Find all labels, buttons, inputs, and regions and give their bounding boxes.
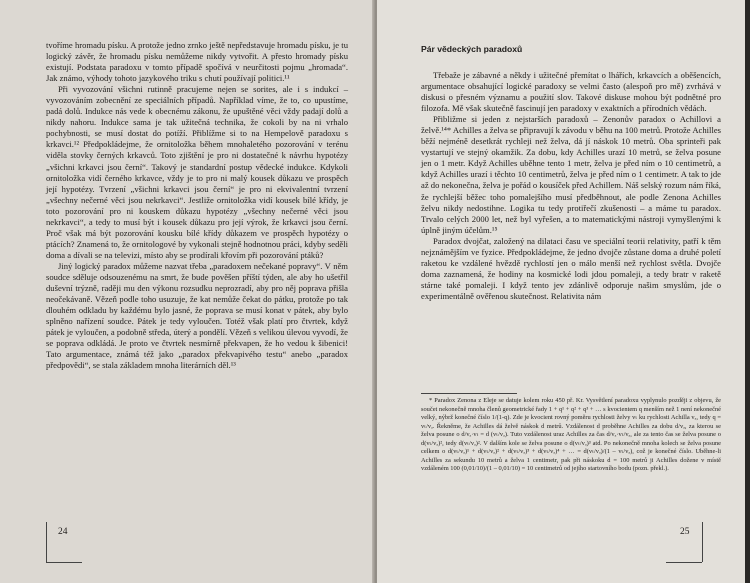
- page-edge: [745, 0, 750, 583]
- right-page-body: [421, 70, 721, 302]
- footnote-rule: [421, 393, 517, 394]
- folio-rule: [46, 522, 47, 562]
- paragraph: Třebaže je zábavné a někdy i užitečné přemítat o lhářích, krkavcích a oběšencích, argumentace obsahující logické paradoxy se velmi často (alespoň pro mě) zvrhává v diskusi o přesném významu a použití slov. Takové diskuse mohou být podnětné pro filozofa. Mě však skutečně fascinují jen paradoxy v exaktních a přírodních vědách.: [421, 70, 721, 114]
- left-page-body: [46, 40, 348, 371]
- paragraph: Paradox dvojčat, založený na dilataci času ve speciální teorii relativity, patří k těm nejznámějším ve fyzice. Předpokládejme, že jedno dvojče zůstane doma a druhé poletí raketou ke vzdálené hvězdě rychlostí jen o málo menší než rychlost světla. Dvojče doma zaznamená, že hodiny na kosmické lodi jdou pomaleji, a tedy bratr v raketě stárne také pomaleji. I když tento jev zdánlivě odporuje našim smyslům, jde o experimentálně ověřenou skutečnost. Relativita nám: [421, 235, 721, 301]
- section-heading: Pár vědeckých paradoxů: [421, 44, 523, 54]
- footnote: * Paradox Zenona z Eleje se datuje kolem roku 450 př. Kr. Vysvětlení paradoxu vyplynulo později z objevu, že součet nekonečně mnoha členů geometrické řady 1 + q¹ + q² + q³ + … s kvocientem q menším než 1 není nekonečné velký, nýbrž konečné číslo 1/(1-q). Zde je kvocient rovný poměru rychlosti želvy vₜ ku rychlosti Achilla vₐ, tedy q = vₜ/vₐ. Řekněme, že Achilles dá želvě náskok d metrů. Vzdálenost d proběhne Achilles za dobu d/vₐ, za kterou se želva posune o d/vₐ·vₜ = d (vₜ/vₐ). Tuto vzdálenost uraz Achilles za čas d/vₐ·vₜ/vₐ, ale za tento čas se želva posune o d(vₜ/vₐ)², tedy d(vₜ/vₐ)². V dalším kole se želva posune o d(vₜ/vₐ)³ atd. Po nekonečně mnoha kolech se želva posune celkem o d(vₜ/vₐ)¹ + d(vₜ/vₐ)² + d(vₜ/vₐ)³ + d(vₜ/vₐ)⁴ + … = d(vₜ/vₐ)/(1 – vₜ/vₐ), což je konečné číslo. Uběhne-li Achilles za sekundu 10 metrů a želva 1 centimetr, pak při náskoku d = 100 metrů ji Achilles dožene v místě vzdáleném 100 (0,01/10)/(1 – 0,01/10) = 10 centimetrů od jejího startovního bodu (pozn. překl.).: [421, 397, 721, 472]
- right-page: [377, 0, 745, 583]
- page-number: 25: [680, 527, 690, 537]
- paragraph: Jiný logický paradox můžeme nazvat třeba „paradoxem nečekané popravy“. V něm soudce sděluje odsouzenému na smrt, že bude pověšen příští týden, ale aby ho ušetřil duševní trýzně, raději mu den výkonu rozsudku neprozradí, aby pro něj poprava přišla neočekávaně. Vězeň podle toho usuzuje, že kat nemůže čekat do pátku, protože po tak dlouhém odkladu by každému bylo jasné, že poprava se musí konat v pátek, aby bylo splněno nařízení soudce. Pátek je tedy vyloučen. Totéž však platí pro čtvrtek, když pátek je vyloučen, a podobně středa, úterý a pondělí. Vězeň s velikou úlevou vyvodí, že se poprava odkládá. Je proto ve čtvrtek nesmírně překvapen, že ho vedou k šibenici! Tato argumentace, známá též jako „paradox překvapivého testu“ anebo „paradox předpovědi“, se stala základem mnoha literárních děl.¹³: [46, 260, 348, 371]
- footnotes: [421, 397, 721, 474]
- folio-rule: [46, 562, 82, 563]
- folio-rule: [702, 522, 703, 562]
- paragraph: Přibližme si jeden z nejstarších paradoxů – Zenonův paradox o Achillovi a želvě.¹⁴* Achilles a želva se připravují k závodu v běhu na 100 metrů. Protože Achilles běží nejméně desetkrát rychleji než želva, dá jí náskok 10 metrů. Oba sprinteři pak vystartují ve stejný okamžik. Za dobu, kdy Achilles urazí 10 metrů, se želva posune jen o 1 metr. Když Achilles uběhne tento 1 metr, želva je před ním o 10 centimetrů, a když Achilles urazí i těchto 10 centimetrů, želva je před ním o 1 centimetr. A tak to jde až do nekonečna, želva je pořád o kousíček před Achillem. Náš selský rozum nám říká, že rychlejší běžec toho pomalejšího musí předběhnout, ale podle Zenona Achilles želvu nikdy nedostihne. Logika tu tedy protiřečí zkušenosti – a máme tu paradox. Trvalo celých 2000 let, než byl vyřešen, a to matematickými nástroji vymyšlenými k úplně jiným účelům.¹⁵: [421, 114, 721, 235]
- paragraph: Při vyvozování všichni rutinně pracujeme nejen se sorites, ale i s indukcí – vyvozováním zobecnění ze speciálních případů. Například víme, že to, co upustíme, padá dolů. Indukce nás vede k obecnému zákonu, že upuštěné věci vždy padají dolů a nikdy nahoru. Indukce sama je tak užitečná technika, že cokoli by na ni vrhalo pochybnosti, se musí dostat do potíží. Přiblížme si to na Hempelově paradoxu s krkavci.¹² Předpokládejme, že ornitoložka během mnohaletého pozorování v terénu viděla stovky černých krkavců. Toto zjištění je pro ni dostatečné k návrhu hypotézy „všichni krkavci jsou černí“. Takový je standardní postup vědecké indukce. Kdykoli ornitoložka vidí černého krkavce, vždy je to pro ni malý kousek důkazu ve prospěch její hypotézy. Tvrzení „všichni krkavci jsou černí“ je pro ni ekvivalentní tvrzení „všechny nečerné věci jsou nekrkavci“. Jestliže ornitoložka vidí kousek bílé křídy, je toto pozorování pro ni kouskem důkazu hypotézy „všechny nečerné věci jsou nekrkavci“, a tedy to musí být i kousek důkazu pro její výrok, že krkavci jsou černí. Proč však má být pozorování kousku bílé křídy důkazem ve prospěch hypotézy o ptácích? Znamená to, že ornitologové by vykonali stejně hodnotnou práci, kdyby seděli doma a dívali se na televizi, místo aby se prodírali křovím při pozorování ptáků?: [46, 84, 348, 260]
- folio-rule: [666, 562, 702, 563]
- page-number: 24: [58, 527, 68, 537]
- paragraph: tvoříme hromadu písku. A protože jedno zrnko ještě nepředstavuje hromadu písku, je tu logický závěr, že hromadu písku nemůžeme nikdy vytvořit. A přesto hromady písku existují. Podstata paradoxu v tomto případě spočívá v neurčitosti pojmu „hromada“. Jak známo, výhody tohoto jazykového triku s chutí používají politici.¹¹: [46, 40, 348, 84]
